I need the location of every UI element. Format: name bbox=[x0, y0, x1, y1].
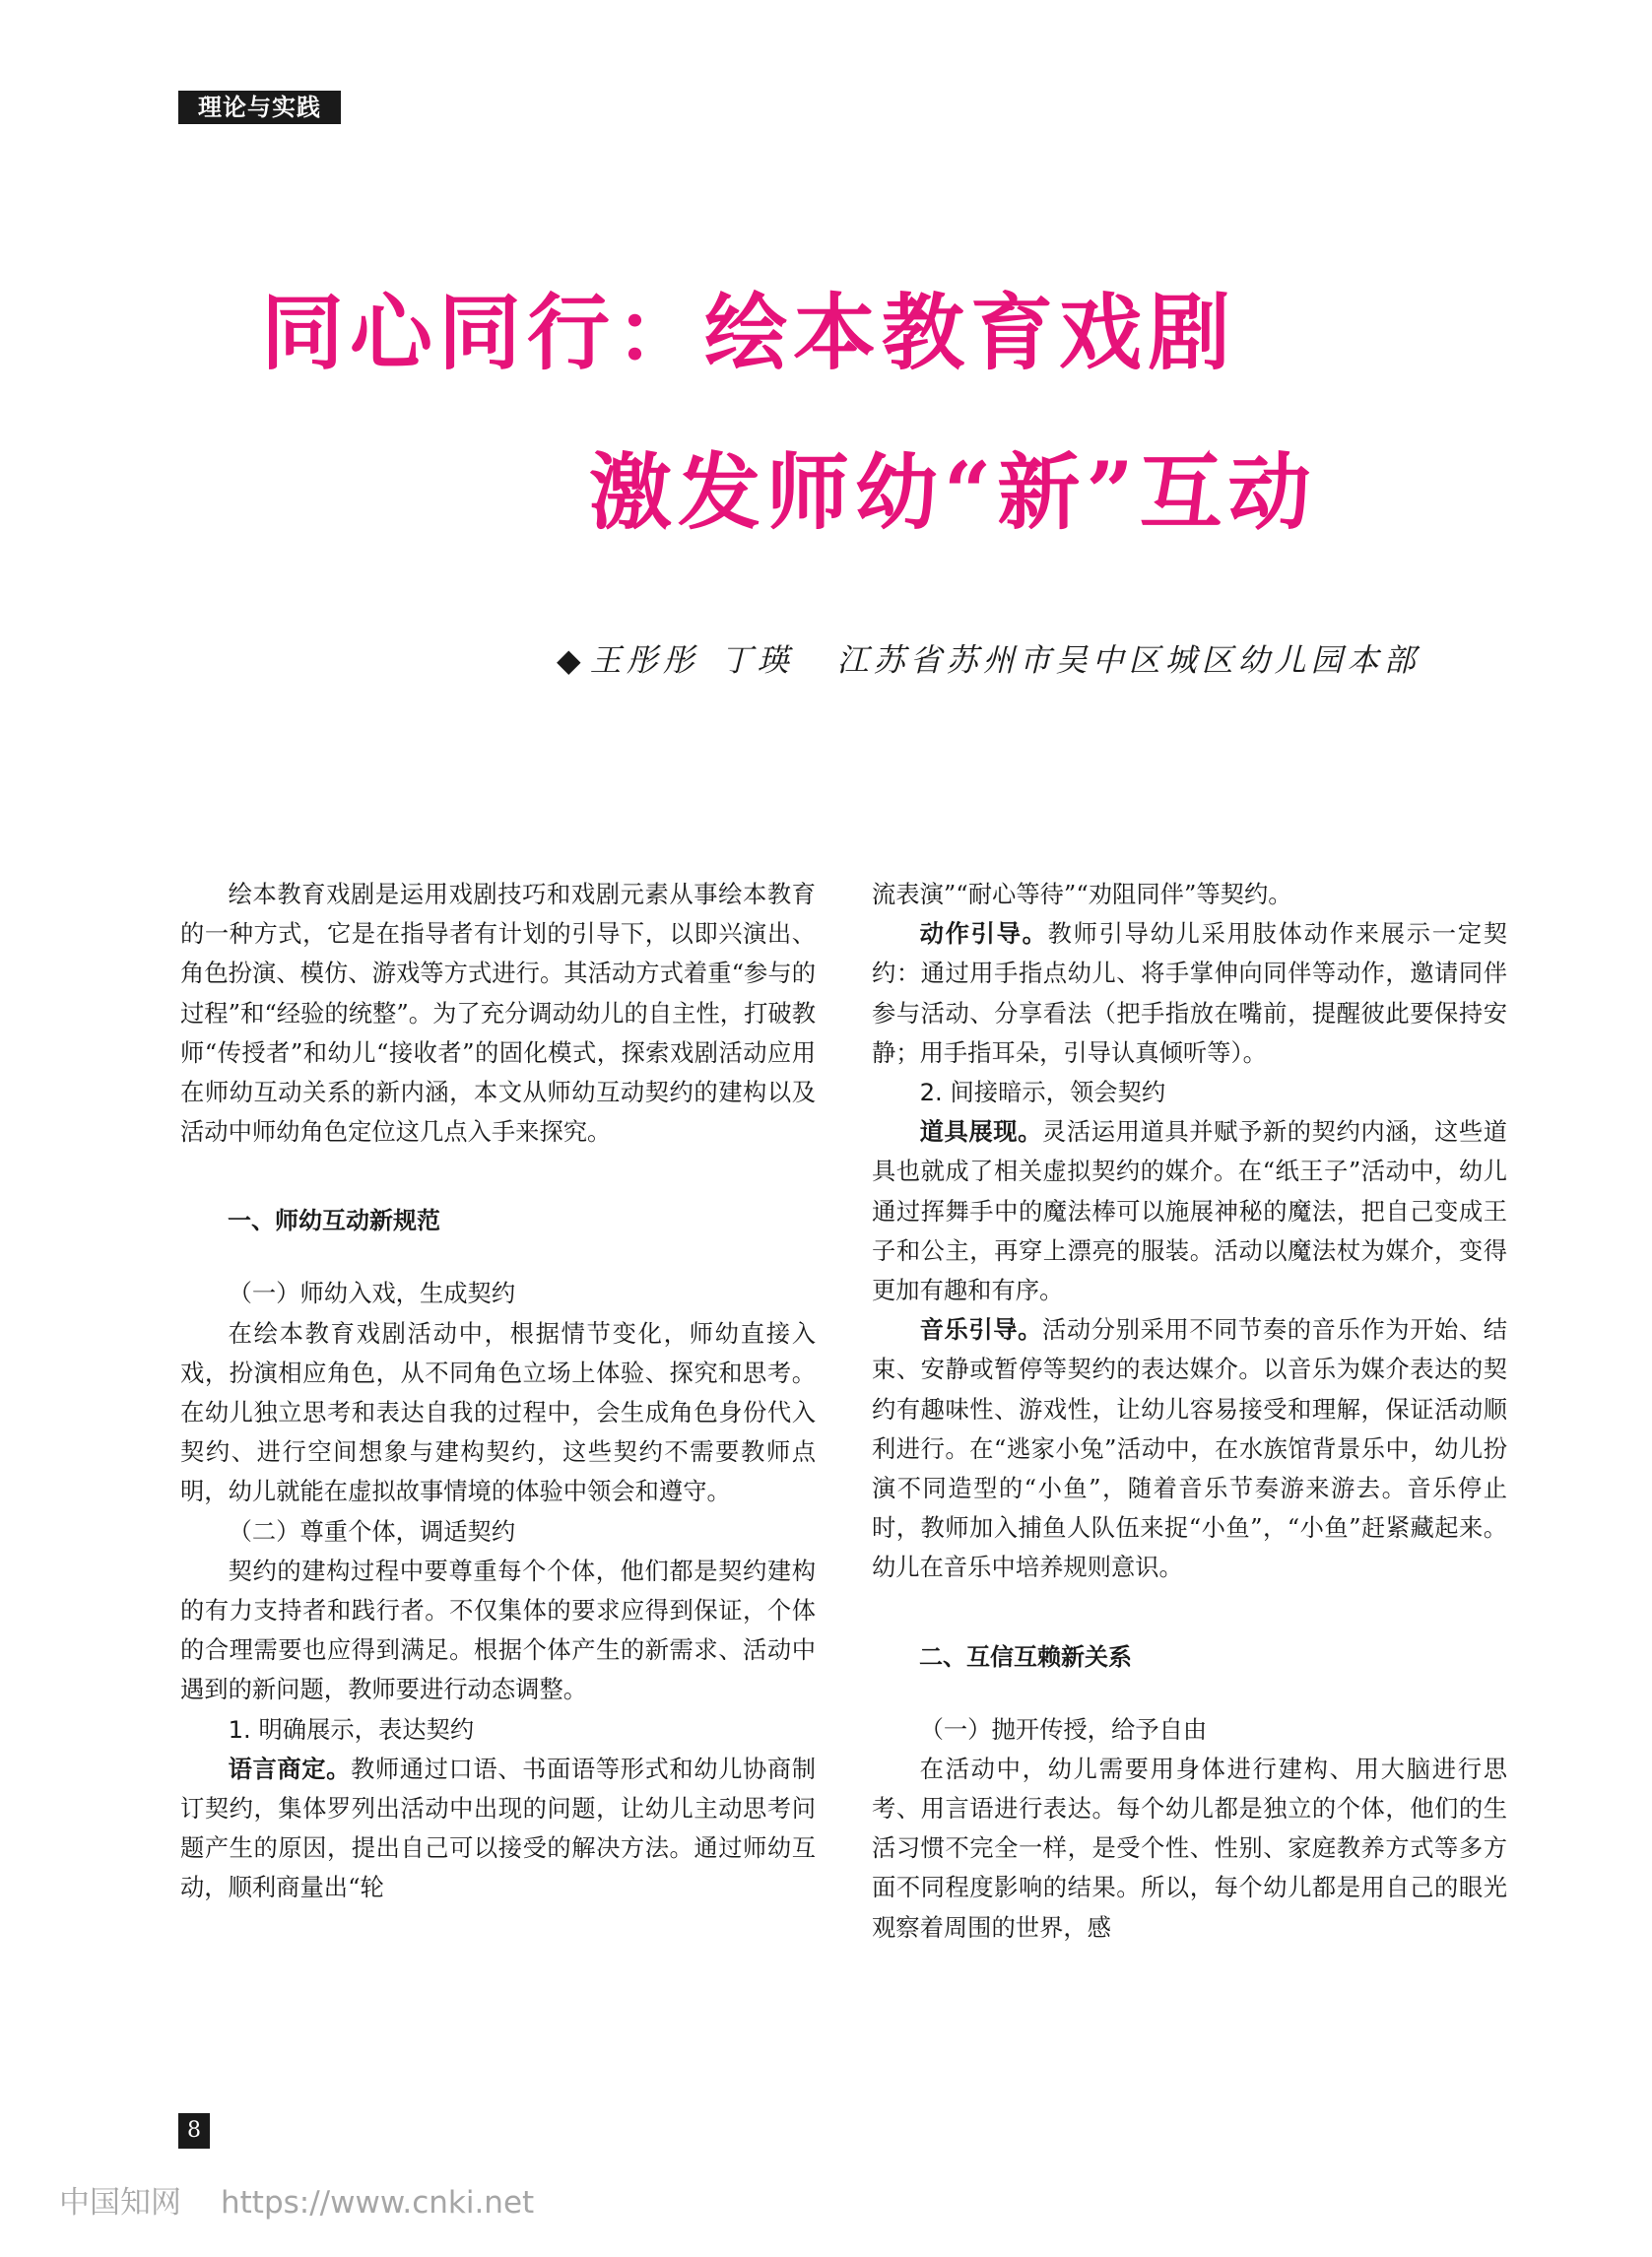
keyword-action: 动作引导。 bbox=[919, 919, 1048, 949]
action-paragraph bbox=[872, 914, 1507, 1073]
subsection-2-paragraph: 契约的建构过程中要尊重每个个体，他们都是契约建构的有力支持者和践行者。不仅集体的要求应得到保证，个体的合理需要也应得到满足。根据个体产生的新需求、活动中遇到的新问题，教师要进行动态调整。 bbox=[180, 1556, 816, 1704]
subsection-3-heading: （一）抛开传授，给予自由 bbox=[919, 1714, 1208, 1744]
left-column bbox=[180, 875, 816, 1908]
language-text: 教师通过口语、书面语等形式和幼儿协商制订契约，集体罗列出活动中出现的问题，让幼儿主动思考问题产生的原因，提出自己可以接受的解决方法。通过师幼互动，顺利商量出“轮 bbox=[180, 1754, 817, 1902]
subsection-1-paragraph: 在绘本教育戏剧活动中，根据情节变化，师幼直接入戏，扮演相应角色，从不同角色立场上体验、探究和思考。在幼儿独立思考和表达自我的过程中，会生成角色身份代入契约、进行空间想象与建构契约，这些契约不需要教师点明，幼儿就能在虚拟故事情境的体验中领会和遵守。 bbox=[180, 1318, 816, 1506]
byline bbox=[557, 635, 1421, 681]
keyword-language: 语言商定。 bbox=[228, 1754, 351, 1783]
music-text: 活动分别采用不同节奏的音乐作为开始、结束、安静或暂停等契约的表达媒介。以音乐为媒介表达的契约有趣味性、游戏性，让幼儿容易接受和理解，保证活动顺利进行。在“逃家小兔”活动中，在水族馆背景乐中，幼儿扮演不同造型的“小鱼”，随着音乐节奏游来游去。音乐停止时，教师加入捕鱼人队伍来捉“小鱼”，“小鱼”赶紧藏起来。幼儿在音乐中培养规则意识。 bbox=[872, 1315, 1508, 1582]
section-2-heading: 二、互信互赖新关系 bbox=[919, 1642, 1132, 1671]
language-paragraph bbox=[180, 1750, 816, 1908]
keyword-prop: 道具展现。 bbox=[919, 1117, 1042, 1147]
intro-paragraph: 绘本教育戏剧是运用戏剧技巧和戏剧元素从事绘本教育的一种方式，它是在指导者有计划的引导下，以即兴演出、角色扮演、模仿、游戏等方式进行。其活动方式着重“参与的过程”和“经验的统整”。为了充分调动幼儿的自主性，打破教师“传授者”和幼儿“接收者”的固化模式，探索戏剧活动应用在师幼互动关系的新内涵，本文从师幼互动契约的建构以及活动中师幼角色定位这几点入手来探究。 bbox=[180, 880, 816, 1147]
article-title-line-1: 同心同行：绘本教育戏剧 bbox=[261, 284, 1237, 381]
keyword-music: 音乐引导。 bbox=[919, 1315, 1042, 1345]
affiliation: 江苏省苏州市吴中区城区幼儿园本部 bbox=[836, 641, 1421, 679]
continued-paragraph: 流表演”“耐心等待”“劝阻同伴”等契约。 bbox=[872, 880, 1292, 908]
right-column bbox=[872, 875, 1507, 1948]
cnki-watermark bbox=[59, 2177, 534, 2222]
author-1: 王彤彤 bbox=[589, 641, 699, 679]
prop-text: 灵活运用道具并赋予新的契约内涵，这些道具也就成了相关虚拟契约的媒介。在“纸王子”活动中，幼儿通过挥舞手中的魔法棒可以施展神秘的魔法，把自己变成王子和公主，再穿上漂亮的服装。活动以魔法杖为媒介，变得更加有趣和有序。 bbox=[872, 1117, 1508, 1305]
subsection-1-heading: （一）师幼入戏，生成契约 bbox=[228, 1279, 516, 1308]
point-1-heading: 1. 明确展示，表达契约 bbox=[228, 1714, 475, 1744]
diamond-icon: ◆ bbox=[557, 641, 586, 679]
prop-paragraph bbox=[872, 1112, 1507, 1310]
page-number: 8 bbox=[178, 2113, 210, 2149]
author-2: 丁瑛 bbox=[720, 641, 794, 679]
article-title-line-2: 激发师幼“新”互动 bbox=[589, 443, 1317, 541]
point-2-heading: 2. 间接暗示，领会契约 bbox=[919, 1078, 1166, 1107]
watermark-brand: 中国知网 bbox=[59, 2185, 181, 2221]
watermark-url[interactable]: https://www.cnki.net bbox=[221, 2185, 535, 2221]
section-tag: 理论与实践 bbox=[178, 91, 341, 124]
subsection-2-heading: （二）尊重个体，调适契约 bbox=[228, 1516, 516, 1546]
action-text: 教师引导幼儿采用肢体动作来展示一定契约：通过用手指点幼儿、将手掌伸向同伴等动作，邀请同伴参与活动、分享看法（把手指放在嘴前，提醒彼此要保持安静；用手指耳朵，引导认真倾听等）。 bbox=[872, 919, 1508, 1067]
section-1-heading: 一、师幼互动新规范 bbox=[228, 1207, 440, 1235]
music-paragraph bbox=[872, 1310, 1507, 1587]
subsection-3-paragraph: 在活动中，幼儿需要用身体进行建构、用大脑进行思考、用言语进行表达。每个幼儿都是独立的个体，他们的生活习惯不完全一样，是受个性、性别、家庭教养方式等多方面不同程度影响的结果。所以，每个幼儿都是用自己的眼光观察着周围的世界，感 bbox=[872, 1754, 1507, 1942]
